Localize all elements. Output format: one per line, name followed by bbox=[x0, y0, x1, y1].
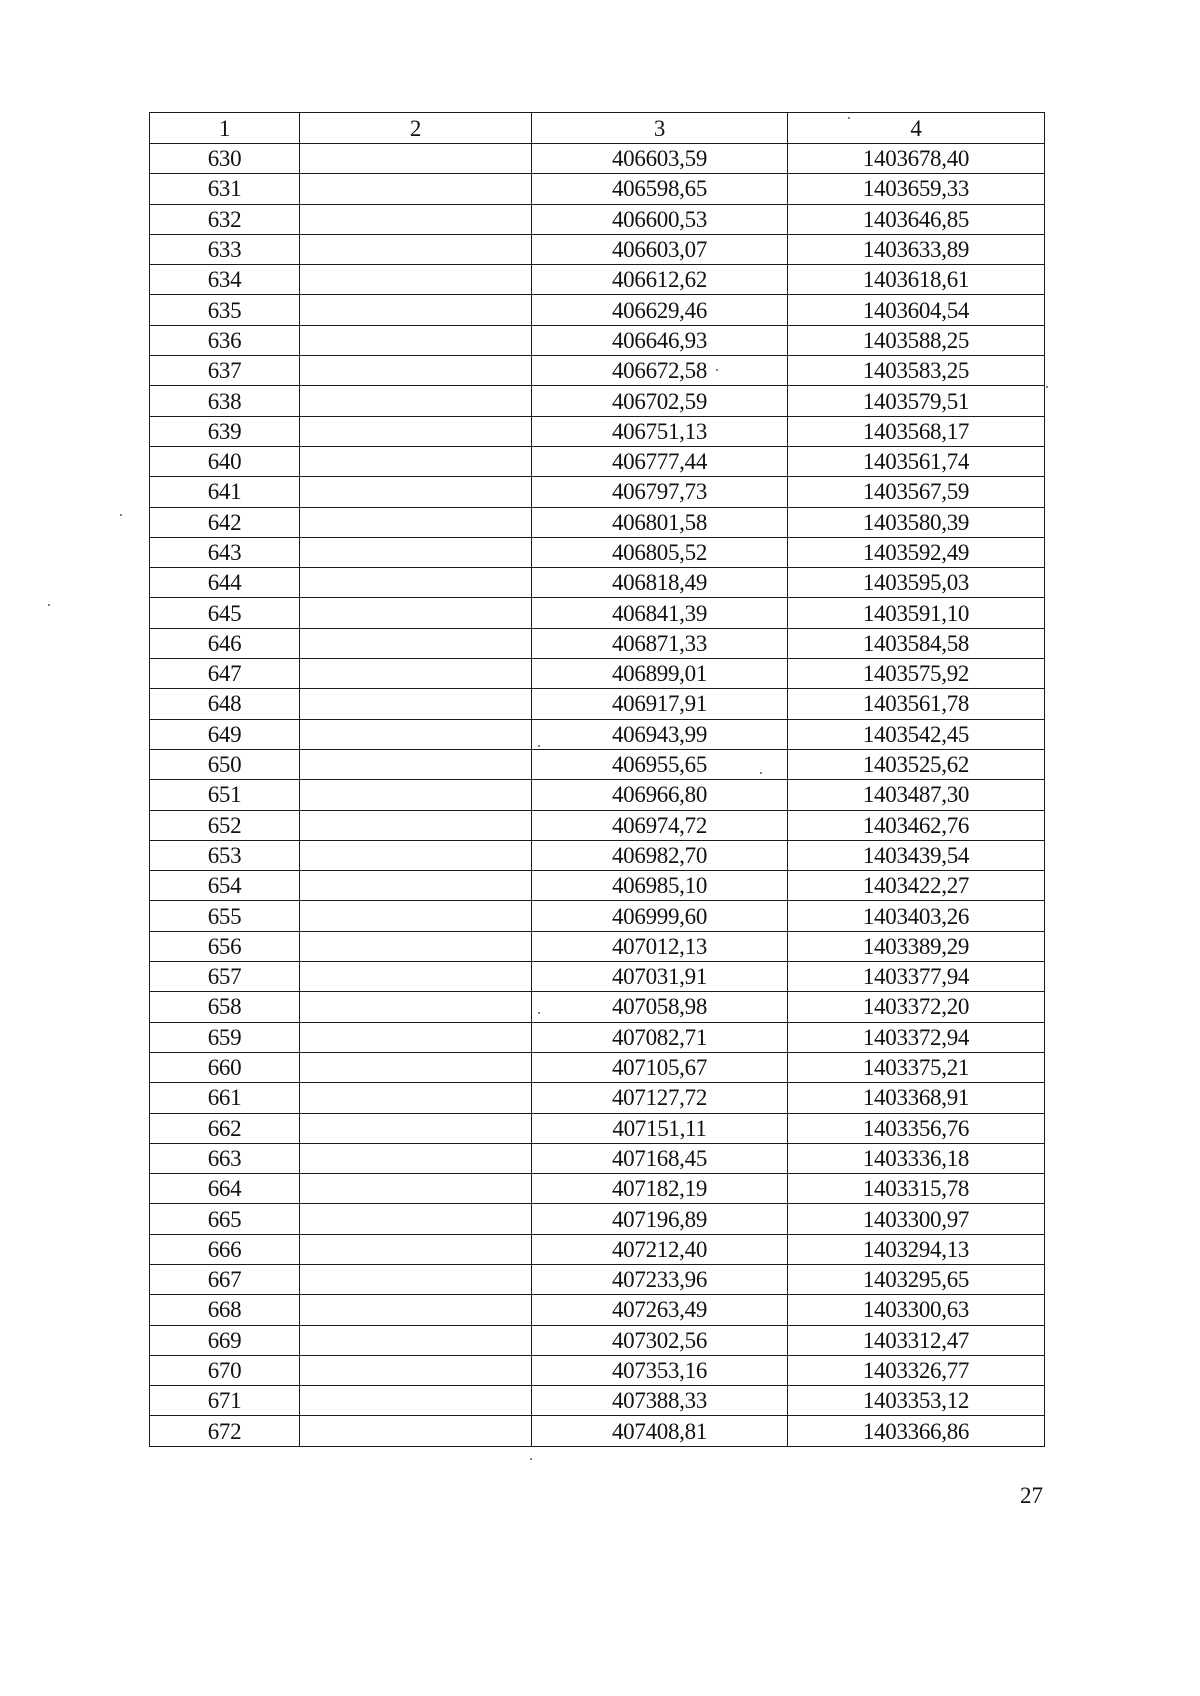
table-cell: 649 bbox=[150, 719, 300, 749]
table-cell bbox=[300, 689, 532, 719]
table-cell: 406917,91 bbox=[532, 689, 788, 719]
table-row bbox=[150, 386, 1045, 416]
table-row bbox=[150, 325, 1045, 355]
table-cell: 644 bbox=[150, 568, 300, 598]
table-cell: 631 bbox=[150, 174, 300, 204]
table-cell: 407408,81 bbox=[532, 1416, 788, 1446]
table-cell: 1403315,78 bbox=[788, 1174, 1045, 1204]
table-cell: 661 bbox=[150, 1083, 300, 1113]
table-cell: 652 bbox=[150, 810, 300, 840]
table-cell: 654 bbox=[150, 871, 300, 901]
table-cell: 659 bbox=[150, 1022, 300, 1052]
table-cell: 407105,67 bbox=[532, 1052, 788, 1082]
table-cell: 655 bbox=[150, 901, 300, 931]
table-cell bbox=[300, 1113, 532, 1143]
table-cell bbox=[300, 1052, 532, 1082]
table-cell bbox=[300, 1386, 532, 1416]
table-cell: 407196,89 bbox=[532, 1204, 788, 1234]
table-cell: 630 bbox=[150, 144, 300, 174]
table-cell: 406974,72 bbox=[532, 810, 788, 840]
table-cell bbox=[300, 144, 532, 174]
table-cell: 407082,71 bbox=[532, 1022, 788, 1052]
table-cell bbox=[300, 659, 532, 689]
table-cell: 407127,72 bbox=[532, 1083, 788, 1113]
table-cell: 1403568,17 bbox=[788, 416, 1045, 446]
table-cell bbox=[300, 1083, 532, 1113]
table-row bbox=[150, 234, 1045, 264]
page-number: 27 bbox=[1020, 1483, 1043, 1508]
table-cell: 406629,46 bbox=[532, 295, 788, 325]
table-cell: 1403678,40 bbox=[788, 144, 1045, 174]
table-cell: 1403439,54 bbox=[788, 840, 1045, 870]
table-cell: 406943,99 bbox=[532, 719, 788, 749]
table-row bbox=[150, 356, 1045, 386]
table-cell bbox=[300, 1416, 532, 1446]
table-row bbox=[150, 1234, 1045, 1264]
table-cell: 643 bbox=[150, 537, 300, 567]
table-cell: 642 bbox=[150, 507, 300, 537]
table-cell: 665 bbox=[150, 1204, 300, 1234]
column-header: 3 bbox=[532, 113, 788, 144]
table-cell: 1403336,18 bbox=[788, 1143, 1045, 1173]
table-cell bbox=[300, 204, 532, 234]
coordinates-table bbox=[149, 112, 1045, 1447]
table-cell: 666 bbox=[150, 1234, 300, 1264]
table-row bbox=[150, 1355, 1045, 1385]
table-cell: 1403525,62 bbox=[788, 749, 1045, 779]
table-cell: 1403372,94 bbox=[788, 1022, 1045, 1052]
column-header: 1 bbox=[150, 113, 300, 144]
table-cell: 1403487,30 bbox=[788, 780, 1045, 810]
table-cell bbox=[300, 416, 532, 446]
table-cell bbox=[300, 568, 532, 598]
table-cell: 647 bbox=[150, 659, 300, 689]
table-cell bbox=[300, 992, 532, 1022]
table-row bbox=[150, 901, 1045, 931]
table-cell: 1403584,58 bbox=[788, 628, 1045, 658]
table-cell: 663 bbox=[150, 1143, 300, 1173]
scan-speck bbox=[848, 117, 850, 119]
table-cell: 406702,59 bbox=[532, 386, 788, 416]
table-row bbox=[150, 446, 1045, 476]
scan-speck bbox=[538, 1012, 540, 1014]
table-cell: 1403591,10 bbox=[788, 598, 1045, 628]
table-cell bbox=[300, 1022, 532, 1052]
table-cell: 1403372,20 bbox=[788, 992, 1045, 1022]
table-cell: 1403588,25 bbox=[788, 325, 1045, 355]
table-cell: 406805,52 bbox=[532, 537, 788, 567]
table-cell: 406955,65 bbox=[532, 749, 788, 779]
table-cell: 646 bbox=[150, 628, 300, 658]
table-cell bbox=[300, 780, 532, 810]
table-row bbox=[150, 537, 1045, 567]
table-cell: 406603,07 bbox=[532, 234, 788, 264]
scan-speck bbox=[538, 745, 540, 747]
table-row bbox=[150, 295, 1045, 325]
table-row bbox=[150, 1174, 1045, 1204]
table-row bbox=[150, 416, 1045, 446]
table-cell bbox=[300, 477, 532, 507]
table-cell: 1403356,76 bbox=[788, 1113, 1045, 1143]
table-cell: 636 bbox=[150, 325, 300, 355]
table-cell bbox=[300, 1295, 532, 1325]
table-cell: 406999,60 bbox=[532, 901, 788, 931]
table-cell: 406818,49 bbox=[532, 568, 788, 598]
table-cell: 407388,33 bbox=[532, 1386, 788, 1416]
table-row bbox=[150, 1325, 1045, 1355]
table-cell: 407012,13 bbox=[532, 931, 788, 961]
table-cell: 407151,11 bbox=[532, 1113, 788, 1143]
table-cell: 633 bbox=[150, 234, 300, 264]
table-row bbox=[150, 568, 1045, 598]
table-cell: 634 bbox=[150, 265, 300, 295]
table-cell: 406985,10 bbox=[532, 871, 788, 901]
table-cell: 406871,33 bbox=[532, 628, 788, 658]
table-cell: 671 bbox=[150, 1386, 300, 1416]
table-cell: 407353,16 bbox=[532, 1355, 788, 1385]
table-cell bbox=[300, 719, 532, 749]
table-cell bbox=[300, 507, 532, 537]
scan-speck bbox=[48, 604, 50, 606]
table-cell: 653 bbox=[150, 840, 300, 870]
table-cell: 640 bbox=[150, 446, 300, 476]
table-cell bbox=[300, 1325, 532, 1355]
table-cell: 1403583,25 bbox=[788, 356, 1045, 386]
table-cell: 658 bbox=[150, 992, 300, 1022]
table-cell: 1403403,26 bbox=[788, 901, 1045, 931]
scan-speck bbox=[530, 1458, 532, 1460]
table-cell: 407263,49 bbox=[532, 1295, 788, 1325]
table-cell: 1403312,47 bbox=[788, 1325, 1045, 1355]
table-cell: 1403389,29 bbox=[788, 931, 1045, 961]
table-cell: 1403567,59 bbox=[788, 477, 1045, 507]
table-row bbox=[150, 1022, 1045, 1052]
table-row bbox=[150, 1143, 1045, 1173]
table-row bbox=[150, 1416, 1045, 1446]
table-row bbox=[150, 871, 1045, 901]
table-row bbox=[150, 1295, 1045, 1325]
table-cell: 1403295,65 bbox=[788, 1264, 1045, 1294]
table-cell bbox=[300, 628, 532, 658]
table-body bbox=[150, 113, 1045, 1447]
table-cell bbox=[300, 446, 532, 476]
table-cell bbox=[300, 174, 532, 204]
table-row bbox=[150, 628, 1045, 658]
table-cell: 407168,45 bbox=[532, 1143, 788, 1173]
table-cell bbox=[300, 901, 532, 931]
table-cell: 407233,96 bbox=[532, 1264, 788, 1294]
table-cell: 637 bbox=[150, 356, 300, 386]
table-cell: 1403595,03 bbox=[788, 568, 1045, 598]
table-cell: 406646,93 bbox=[532, 325, 788, 355]
table-cell: 406612,62 bbox=[532, 265, 788, 295]
table-row bbox=[150, 689, 1045, 719]
table-cell: 407058,98 bbox=[532, 992, 788, 1022]
table-cell: 1403579,51 bbox=[788, 386, 1045, 416]
table-cell: 406603,59 bbox=[532, 144, 788, 174]
table-cell bbox=[300, 1355, 532, 1385]
table-cell bbox=[300, 598, 532, 628]
table-row bbox=[150, 840, 1045, 870]
table-cell: 668 bbox=[150, 1295, 300, 1325]
table-cell: 670 bbox=[150, 1355, 300, 1385]
table-cell: 651 bbox=[150, 780, 300, 810]
table-cell: 1403580,39 bbox=[788, 507, 1045, 537]
table-cell: 406600,53 bbox=[532, 204, 788, 234]
table-cell: 1403592,49 bbox=[788, 537, 1045, 567]
table-row bbox=[150, 1083, 1045, 1113]
table-cell bbox=[300, 840, 532, 870]
table-cell: 406598,65 bbox=[532, 174, 788, 204]
table-cell: 406841,39 bbox=[532, 598, 788, 628]
column-header: 4 bbox=[788, 113, 1045, 144]
table-cell bbox=[300, 1204, 532, 1234]
table-cell: 645 bbox=[150, 598, 300, 628]
table-cell: 1403542,45 bbox=[788, 719, 1045, 749]
table-cell: 1403462,76 bbox=[788, 810, 1045, 840]
table-cell: 662 bbox=[150, 1113, 300, 1143]
table-cell bbox=[300, 295, 532, 325]
table-row bbox=[150, 962, 1045, 992]
table-cell bbox=[300, 1264, 532, 1294]
scan-speck bbox=[760, 772, 762, 774]
column-header: 2 bbox=[300, 113, 532, 144]
table-cell bbox=[300, 1234, 532, 1264]
table-cell bbox=[300, 386, 532, 416]
table-cell: 1403618,61 bbox=[788, 265, 1045, 295]
table-row bbox=[150, 780, 1045, 810]
table-cell: 406777,44 bbox=[532, 446, 788, 476]
table-cell: 406982,70 bbox=[532, 840, 788, 870]
table-cell: 638 bbox=[150, 386, 300, 416]
table-cell bbox=[300, 962, 532, 992]
table-cell: 1403422,27 bbox=[788, 871, 1045, 901]
table-cell: 1403604,54 bbox=[788, 295, 1045, 325]
table-cell bbox=[300, 931, 532, 961]
table-row bbox=[150, 749, 1045, 779]
table-cell: 669 bbox=[150, 1325, 300, 1355]
table-cell: 664 bbox=[150, 1174, 300, 1204]
table-cell: 1403633,89 bbox=[788, 234, 1045, 264]
table-cell: 406801,58 bbox=[532, 507, 788, 537]
table-cell: 1403561,74 bbox=[788, 446, 1045, 476]
table-cell: 650 bbox=[150, 749, 300, 779]
table-cell: 1403353,12 bbox=[788, 1386, 1045, 1416]
table-row bbox=[150, 477, 1045, 507]
table-cell: 406672,58 bbox=[532, 356, 788, 386]
table-cell bbox=[300, 1143, 532, 1173]
table-cell: 657 bbox=[150, 962, 300, 992]
table-cell: 672 bbox=[150, 1416, 300, 1446]
table-row bbox=[150, 659, 1045, 689]
table-cell: 632 bbox=[150, 204, 300, 234]
table-row bbox=[150, 931, 1045, 961]
table-cell bbox=[300, 871, 532, 901]
table-cell: 639 bbox=[150, 416, 300, 446]
table-row bbox=[150, 204, 1045, 234]
table-cell: 1403575,92 bbox=[788, 659, 1045, 689]
table-cell bbox=[300, 1174, 532, 1204]
scan-speck bbox=[120, 514, 122, 516]
table-cell bbox=[300, 537, 532, 567]
table-cell: 656 bbox=[150, 931, 300, 961]
table-cell bbox=[300, 356, 532, 386]
table-cell: 1403326,77 bbox=[788, 1355, 1045, 1385]
table-cell: 407182,19 bbox=[532, 1174, 788, 1204]
table-cell: 660 bbox=[150, 1052, 300, 1082]
table-cell: 1403659,33 bbox=[788, 174, 1045, 204]
table-cell: 406966,80 bbox=[532, 780, 788, 810]
table-row bbox=[150, 1204, 1045, 1234]
table-cell: 1403646,85 bbox=[788, 204, 1045, 234]
table-cell: 667 bbox=[150, 1264, 300, 1294]
table-cell: 648 bbox=[150, 689, 300, 719]
table-row bbox=[150, 598, 1045, 628]
table-cell: 407212,40 bbox=[532, 1234, 788, 1264]
table-cell bbox=[300, 265, 532, 295]
table-cell: 406751,13 bbox=[532, 416, 788, 446]
table-row bbox=[150, 507, 1045, 537]
table-cell bbox=[300, 810, 532, 840]
table-cell: 407302,56 bbox=[532, 1325, 788, 1355]
table-cell: 406899,01 bbox=[532, 659, 788, 689]
table-cell bbox=[300, 749, 532, 779]
table-cell: 1403377,94 bbox=[788, 962, 1045, 992]
table-row bbox=[150, 1386, 1045, 1416]
table-cell: 1403368,91 bbox=[788, 1083, 1045, 1113]
table-cell: 1403366,86 bbox=[788, 1416, 1045, 1446]
table-cell bbox=[300, 234, 532, 264]
table-cell: 1403375,21 bbox=[788, 1052, 1045, 1082]
table-cell: 1403294,13 bbox=[788, 1234, 1045, 1264]
table-cell: 1403561,78 bbox=[788, 689, 1045, 719]
table-row bbox=[150, 174, 1045, 204]
table-cell: 635 bbox=[150, 295, 300, 325]
table-cell: 1403300,63 bbox=[788, 1295, 1045, 1325]
table-row bbox=[150, 992, 1045, 1022]
table-row bbox=[150, 1113, 1045, 1143]
table-cell: 407031,91 bbox=[532, 962, 788, 992]
table-row bbox=[150, 1264, 1045, 1294]
table-row bbox=[150, 719, 1045, 749]
table-cell: 1403300,97 bbox=[788, 1204, 1045, 1234]
table-cell: 406797,73 bbox=[532, 477, 788, 507]
scan-speck bbox=[716, 369, 718, 371]
table-row bbox=[150, 810, 1045, 840]
table-row bbox=[150, 144, 1045, 174]
table-header-row bbox=[150, 113, 1045, 144]
scan-speck bbox=[1046, 386, 1048, 388]
table-row bbox=[150, 265, 1045, 295]
table-cell: 641 bbox=[150, 477, 300, 507]
table-row bbox=[150, 1052, 1045, 1082]
table-cell bbox=[300, 325, 532, 355]
